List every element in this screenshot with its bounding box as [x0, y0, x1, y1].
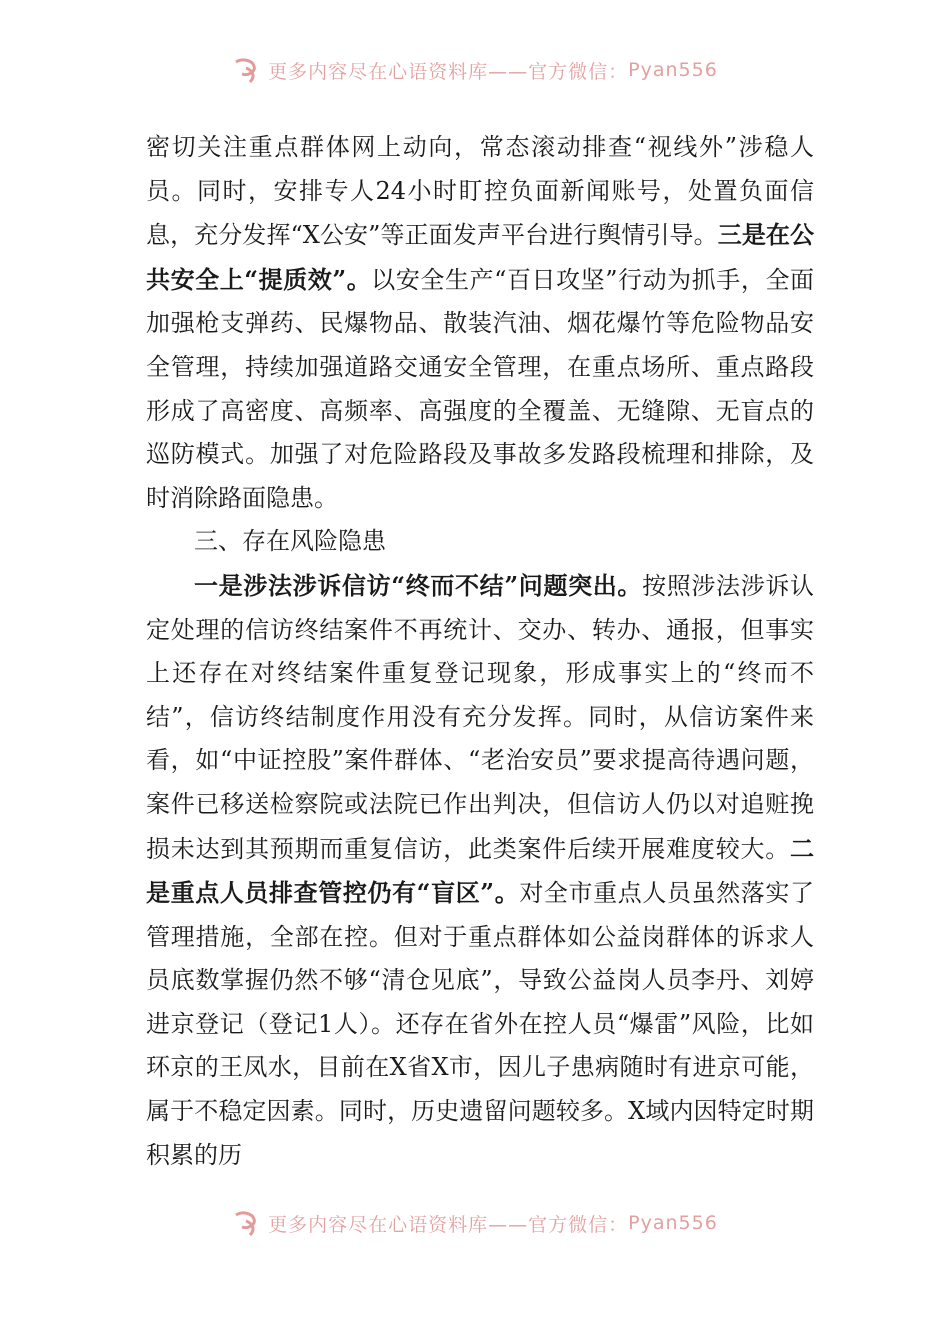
- section-heading: [146, 520, 814, 564]
- logo-icon: [232, 1209, 260, 1237]
- header-watermark: [0, 50, 950, 90]
- paragraph-3-heading-point-1: 一是涉法涉诉信访“终而不结”问题突出。: [194, 570, 643, 600]
- header-watermark-account: Pyan556: [628, 59, 718, 81]
- paragraph-1-text-1: 密切关注重点群体网上动向，常态滚动排查“视线外”涉稳人员。同时，安排专人24小时盯控负面新闻账号，处置负面信息，充分发挥“X公安”等正面发声平台进行舆情引导。: [146, 133, 814, 250]
- logo-icon: [232, 56, 260, 84]
- paragraph-3: [146, 564, 814, 1177]
- document-body: [146, 126, 814, 1177]
- footer-watermark: [0, 1203, 950, 1243]
- footer-watermark-text: 更多内容尽在心语资料库——官方微信：: [268, 1213, 629, 1236]
- section-heading-text: 三、存在风险隐患: [194, 527, 386, 556]
- paragraph-1-heading-point-3: 三是在公共安全上“提质效”。: [146, 220, 814, 294]
- footer-watermark-account: Pyan556: [628, 1212, 718, 1234]
- header-watermark-text: 更多内容尽在心语资料库——官方微信：: [268, 60, 629, 83]
- paragraph-3-text-2: 对全市重点人员虽然落实了管理措施，全部在控。但对于重点群体如公益岗群体的诉求人员底数掌握仍然不够“清仓见底”，导致公益岗人员李丹、刘婷进京登记（登记1人）。还存在省外在控人员“爆雷”风险，比如环京的王凤水，目前在X省X市，因儿子患病随时有进京可能，属于不稳定因素。同时，历史遗留问题较多。X域内因特定时期积累的历: [146, 879, 815, 1169]
- paragraph-3-text-1: 按照涉法涉诉认定处理的信访终结案件不再统计、交办、转办、通报，但事实上还存在对终结案件重复登记现象，形成事实上的“终而不结”，信访终结制度作用没有充分发挥。同时，从信访案件来看，如“中证控股”案件群体、“老治安员”要求提高待遇问题，案件已移送检察院或法院已作出判决，但信访人仍以对追赃挽损未达到其预期而重复信访，此类案件后续开展难度较大。: [146, 571, 815, 863]
- paragraph-1: [146, 126, 814, 520]
- paragraph-3-heading-point-2: 二是重点人员排查管控仍有“盲区”。: [146, 833, 814, 908]
- paragraph-1-text-2: 以安全生产“百日攻坚”行动为抓手，全面加强枪支弹药、民爆物品、散装汽油、烟花爆竹等危险物品安全管理，持续加强道路交通安全管理，在重点场所、重点路段形成了高密度、高频率、高强度的全覆盖、无缝隙、无盲点的巡防模式。加强了对危险路段及事故多发路段梳理和排除，及时消除路面隐患。: [146, 265, 815, 512]
